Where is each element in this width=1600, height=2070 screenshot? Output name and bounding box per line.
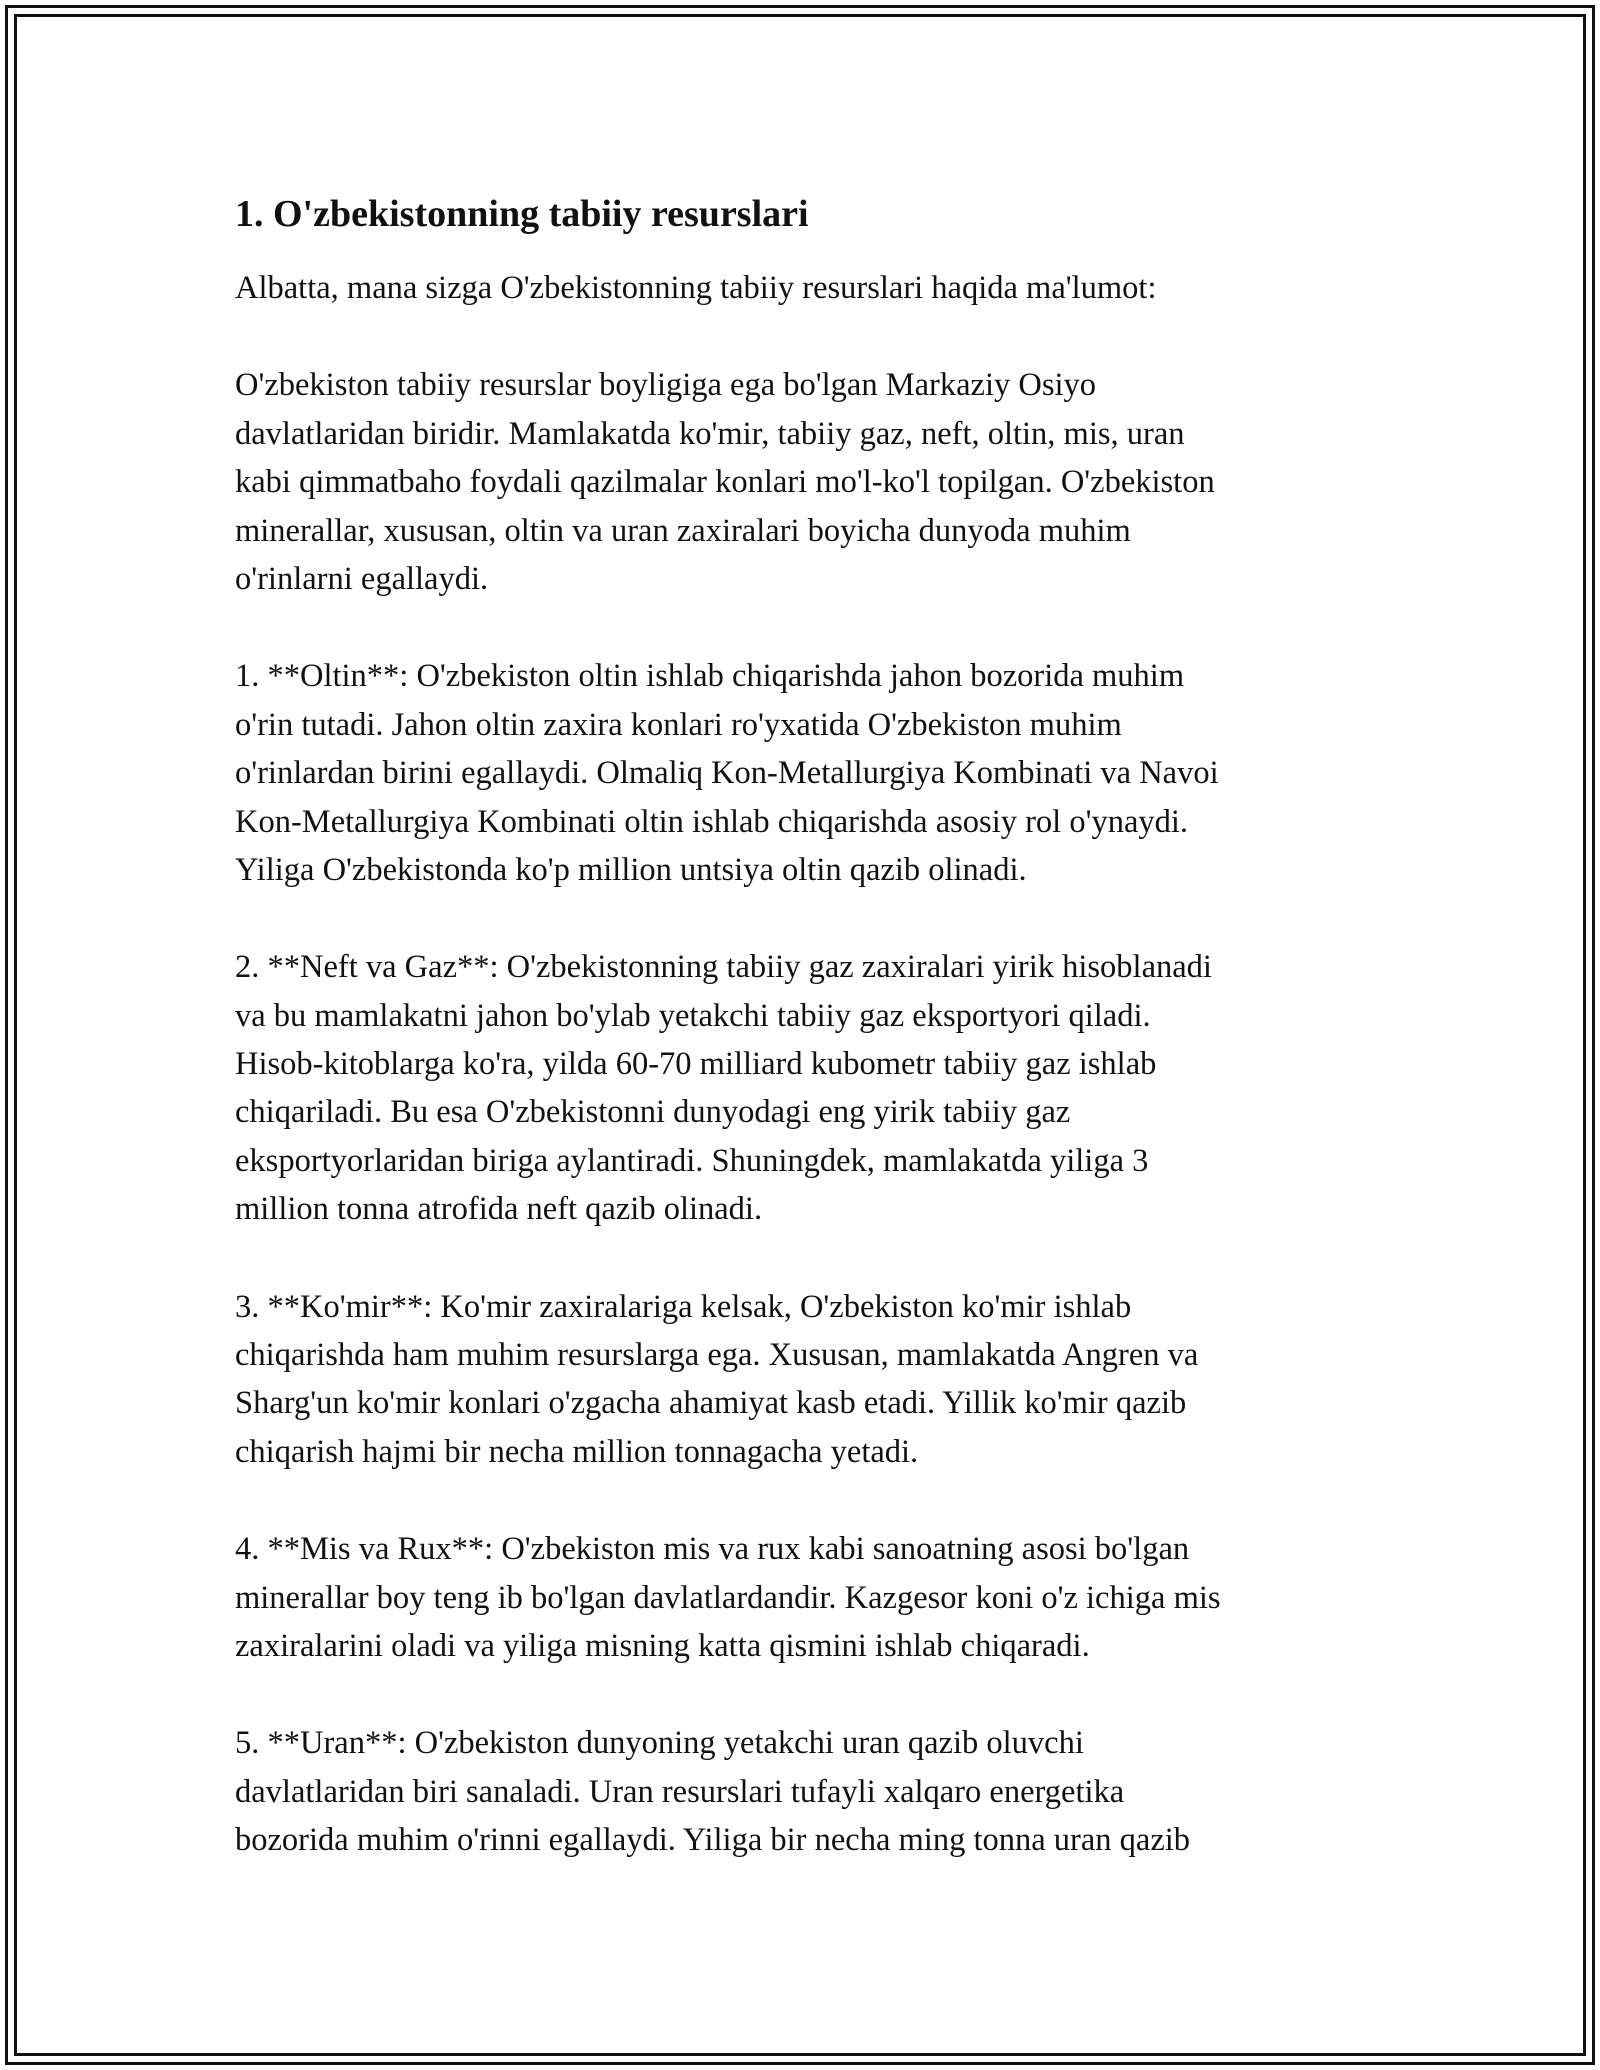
text-line: million tonna atrofida neft qazib olinadi. <box>235 1191 763 1228</box>
document-title: 1. O'zbekistonning tabiiy resurslari <box>235 193 809 235</box>
text-line: minerallar, xususan, oltin va uran zaxiralari boyicha dunyoda muhim <box>235 512 1131 549</box>
intro-paragraph <box>235 264 1365 312</box>
text-line: bozorida muhim o'rinni egallaydi. Yiliga bir necha ming tonna uran qazib <box>235 1822 1191 1859</box>
text-line: 2. **Neft va Gaz**: O'zbekistonning tabiiy gaz zaxiralari yirik hisoblanadi <box>235 949 1212 986</box>
document-body <box>235 186 1365 1914</box>
text-line: davlatlaridan biridir. Mamlakatda ko'mir, tabiiy gaz, neft, oltin, mis, uran <box>235 415 1185 452</box>
text-line: 1. **Oltin**: O'zbekiston oltin ishlab chiqarishda jahon bozorida muhim <box>235 658 1185 695</box>
text-line: Sharg'un ko'mir konlari o'zgacha ahamiyat kasb etadi. Yillik ko'mir qazib <box>235 1385 1187 1422</box>
text-line: o'rinlarni egallaydi. <box>235 560 489 597</box>
coal-paragraph <box>235 1283 1365 1477</box>
text-line: Kon-Metallurgiya Kombinati oltin ishlab chiqarishda asosiy rol o'ynaydi. <box>235 803 1189 840</box>
text-line: Albatta, mana sizga O'zbekistonning tabiiy resurslari haqida ma'lumot: <box>235 270 1157 306</box>
oil-gas-paragraph <box>235 943 1365 1233</box>
text-line: o'rin tutadi. Jahon oltin zaxira konlari ro'yxatida O'zbekiston muhim <box>235 706 1122 743</box>
text-line: chiqarish hajmi bir necha million tonnagacha yetadi. <box>235 1433 919 1470</box>
text-line: davlatlaridan biri sanaladi. Uran resurslari tufayli xalqaro energetika <box>235 1773 1125 1810</box>
overview-paragraph <box>235 361 1365 603</box>
text-line: kabi qimmatbaho foydali qazilmalar konlari mo'l-ko'l topilgan. O'zbekiston <box>235 464 1215 501</box>
text-line: Yiliga O'zbekistonda ko'p million untsiya oltin qazib olinadi. <box>235 851 1027 888</box>
text-line: O'zbekiston tabiiy resurslar boyligiga ega bo'lgan Markaziy Osiyo <box>235 367 1097 404</box>
text-line: eksportyorlaridan biriga aylantiradi. Shuningdek, mamlakatda yiliga 3 <box>235 1142 1149 1179</box>
text-line: 5. **Uran**: O'zbekiston dunyoning yetakchi uran qazib oluvchi <box>235 1725 1084 1762</box>
text-line: minerallar boy teng ib bo'lgan davlatlardandir. Kazgesor koni o'z ichiga mis <box>235 1579 1221 1616</box>
text-line: o'rinlardan birini egallaydi. Olmaliq Kon-Metallurgiya Kombinati va Navoi <box>235 755 1219 792</box>
text-line: zaxiralarini oladi va yiliga misning katta qismini ishlab chiqaradi. <box>235 1627 1090 1664</box>
copper-zinc-paragraph <box>235 1525 1365 1670</box>
text-line: 3. **Ko'mir**: Ko'mir zaxiralariga kelsak, O'zbekiston ko'mir ishlab <box>235 1288 1132 1325</box>
text-line: chiqarishda ham muhim resurslarga ega. Xususan, mamlakatda Angren va <box>235 1337 1199 1374</box>
text-line: 4. **Mis va Rux**: O'zbekiston mis va rux kabi sanoatning asosi bo'lgan <box>235 1531 1190 1568</box>
text-line: va bu mamlakatni jahon bo'ylab yetakchi tabiiy gaz eksportyori qiladi. <box>235 997 1151 1034</box>
text-line: chiqariladi. Bu esa O'zbekistonni dunyodagi eng yirik tabiiy gaz <box>235 1094 1071 1131</box>
uranium-paragraph <box>235 1719 1365 1864</box>
gold-paragraph <box>235 652 1365 894</box>
text-line: Hisob-kitoblarga ko'ra, yilda 60-70 milliard kubometr tabiiy gaz ishlab <box>235 1046 1157 1083</box>
